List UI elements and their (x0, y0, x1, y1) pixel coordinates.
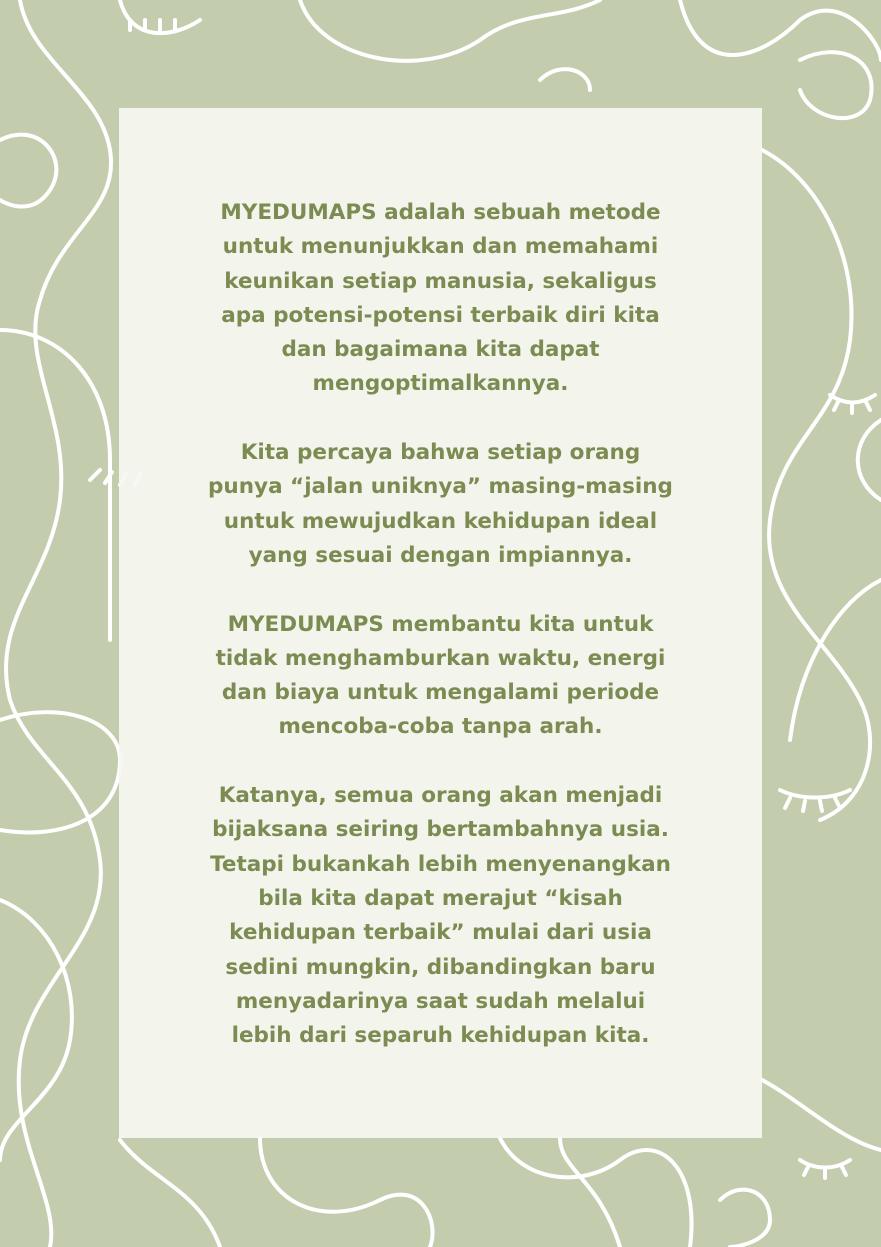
paragraph (0, 779, 881, 1053)
text-line: Katanya, semua orang akan menjadi (218, 783, 663, 809)
text-line: untuk mewujudkan kehidupan ideal (223, 508, 658, 534)
text-line: MYEDUMAPS adalah sebuah metode (220, 200, 661, 225)
text-line: Kita percaya bahwa setiap orang (240, 440, 641, 466)
text-line: Tetapi bukankah lebih menyenangkan (210, 851, 671, 877)
text-line: sedini mungkin, dibandingkan baru (225, 954, 656, 980)
text-line: lebih dari separuh kehidupan kita. (231, 1023, 650, 1049)
text-line: menyadarinya saat sudah melalui (235, 988, 646, 1014)
text-line: apa potensi-potensi terbaik diri kita (221, 302, 660, 328)
text-line: dan bagaimana kita dapat (281, 337, 600, 363)
text-line: dan biaya untuk mengalami periode (221, 680, 660, 706)
text-line: MYEDUMAPS membantu kita untuk (227, 611, 654, 637)
text-line: kehidupan terbaik” mulai dari usia (229, 920, 652, 946)
text-line: mengoptimalkannya. (312, 371, 569, 397)
text-line: tidak menghamburkan waktu, energi (215, 645, 666, 671)
text-line: mencoba-coba tanpa arah. (278, 714, 603, 740)
text-line: untuk menunjukkan dan memahami (222, 234, 659, 260)
text-line: punya “jalan uniknya” masing-masing (208, 474, 673, 500)
paragraph (0, 608, 881, 745)
text-line: yang sesuai dengan impiannya. (248, 542, 633, 568)
text-line: bila kita dapat merajut “kisah (258, 885, 623, 911)
paragraph (0, 436, 881, 573)
body-text (0, 196, 881, 1088)
text-line: keunikan setiap manusia, sekaligus (224, 268, 657, 294)
text-line: bijaksana seiring bertambahnya usia. (212, 817, 669, 843)
paragraph (0, 196, 881, 402)
